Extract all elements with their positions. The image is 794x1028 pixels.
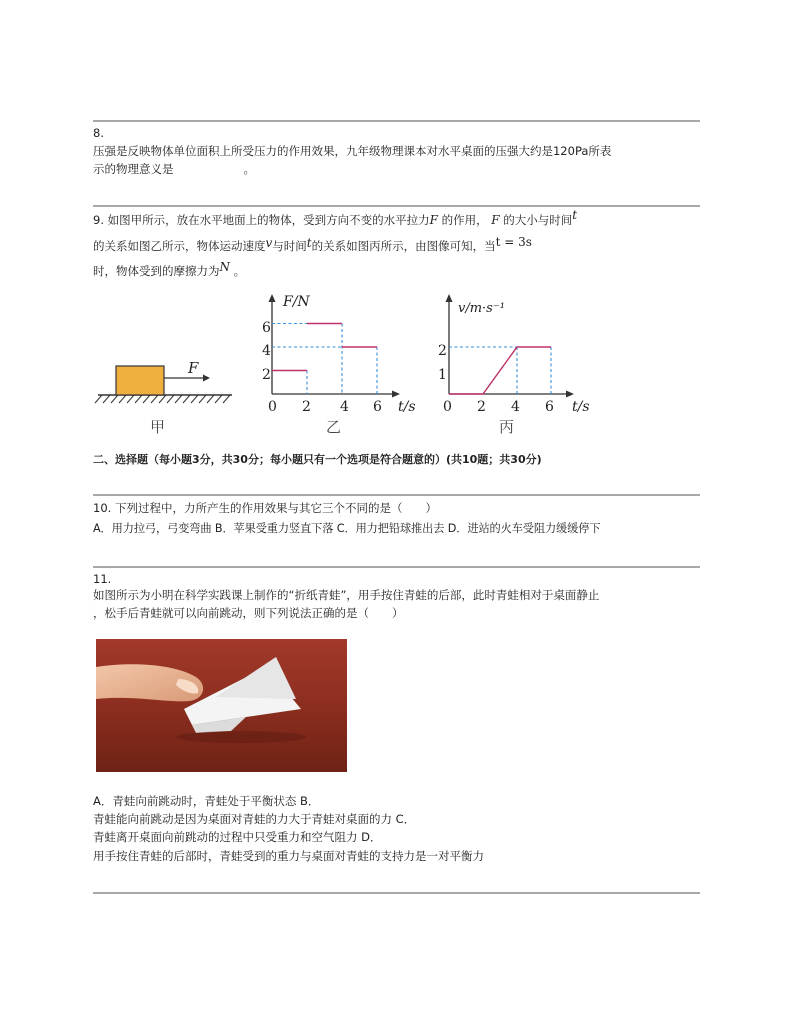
hatch-stroke (207, 395, 214, 403)
hatch-stroke (191, 395, 198, 403)
q8-line2: 示的物理意义是 。 (93, 162, 255, 176)
q11-opt3: 青蛙离开桌面向前跳动的过程中只受重力和空气阻力 D． (93, 830, 382, 844)
divider-top (93, 120, 700, 122)
hatch-stroke (95, 395, 102, 403)
caption-jia: 甲 (150, 418, 166, 436)
paper-frog-photo (96, 639, 347, 772)
force-arrowhead (203, 375, 210, 382)
bing-y-arrow (446, 294, 453, 302)
hatch-stroke (103, 395, 110, 403)
hatch-stroke (111, 395, 118, 403)
yi-x-arrow (392, 391, 400, 398)
divider-q10 (93, 494, 700, 496)
hatch-stroke (199, 395, 206, 403)
q10-stem: 10. 下列过程中，力所产生的作用效果与其它三个不同的是（ ） (93, 501, 437, 515)
q9-line2: 的关系如图乙所示，物体运动速度v与时间t的关系如图丙所示，由图像可知，当t = 3s (93, 235, 532, 253)
bing-ylabel: v/m·s⁻¹ (458, 301, 505, 316)
hatch-stroke (175, 395, 182, 403)
q9-line1: 9. 如图甲所示，放在水平地面上的物体，受到方向不变的水平拉力F 的作用， F 的大小与时间t (93, 208, 578, 227)
yi-y-arrow (269, 294, 276, 302)
yi-tick-x-6: 6 (373, 399, 382, 415)
bing-xlabel: t/s (572, 399, 590, 415)
hatch-stroke (135, 395, 142, 403)
yi-tick-x-0: 0 (268, 399, 277, 415)
hatch-stroke (167, 395, 174, 403)
bing-tick-x-6: 6 (545, 399, 554, 415)
yi-xlabel: t/s (398, 399, 416, 415)
block (116, 366, 164, 395)
chart-yi (262, 294, 416, 436)
q11-opt1: A．青蛙向前跳动时，青蛙处于平衡状态 B． (93, 794, 320, 808)
chart-bing (438, 294, 590, 436)
q10-options: A．用力拉弓，弓变弯曲 B．苹果受重力竖直下落 C．用力把铅球推出去 D．进站的火车受阻力缓缓停下 (93, 522, 601, 535)
hatch-stroke (127, 395, 134, 403)
divider-q9 (93, 205, 700, 207)
frog-shadow (176, 731, 306, 743)
bing-series-0 (449, 347, 551, 394)
yi-tick-y-4: 4 (262, 343, 271, 359)
q8-line1: 压强是反映物体单位面积上所受压力的作用效果，九年级物理课本对水平桌面的压强大约是120Pa所表 (93, 144, 612, 158)
yi-tick-x-2: 2 (302, 399, 311, 415)
yi-marks (272, 324, 377, 395)
bing-tick-y-1: 1 (438, 367, 447, 383)
hatch-stroke (159, 395, 166, 403)
bing-tick-x-2: 2 (477, 399, 486, 415)
force-label: F (188, 359, 199, 377)
caption-bing: 丙 (499, 418, 515, 436)
q11-stem1: 如图所示为小明在科学实践课上制作的“折纸青蛙”，用手按住青蛙的后部，此时青蛙相对于桌面静止 (93, 588, 600, 602)
ground-hatching (95, 395, 230, 403)
q11-opt4: 用手按住青蛙的后部时，青蛙受到的重力与桌面对青蛙的支持力是一对平衡力 (93, 849, 484, 863)
bing-tick-x-4: 4 (511, 399, 520, 415)
hatch-stroke (183, 395, 190, 403)
q11-stem2: ，松手后青蛙就可以向前跳动，则下列说法正确的是（ ） (93, 606, 404, 620)
divider-bottom (93, 892, 700, 894)
q11-opt2: 青蛙能向前跳动是因为桌面对青蛙的力大于青蛙对桌面的力 C． (93, 812, 416, 826)
yi-tick-y-6: 6 (262, 320, 271, 336)
caption-yi: 乙 (326, 418, 342, 436)
hatch-stroke (119, 395, 126, 403)
bing-tick-y-2: 2 (438, 343, 447, 359)
section2-heading: 二、选择题（每小题3分，共30分；每小题只有一个选项是符合题意的）(共10题；共30分) (93, 453, 542, 466)
bing-tick-x-0: 0 (443, 399, 452, 415)
q11-number: 11. (93, 572, 112, 586)
yi-tick-y-2: 2 (262, 367, 271, 383)
divider-q11 (93, 566, 700, 568)
q8-number: 8. (93, 126, 104, 140)
yi-ylabel: F/N (283, 294, 310, 310)
hatch-stroke (143, 395, 150, 403)
hatch-stroke (215, 395, 222, 403)
q9-line3: 时，物体受到的摩擦力为N 。 (93, 260, 246, 278)
bing-marks (449, 347, 551, 394)
yi-tick-x-4: 4 (340, 399, 349, 415)
hatch-stroke (223, 395, 230, 403)
q9-figures (0, 290, 794, 450)
hatch-stroke (151, 395, 158, 403)
bing-x-arrow (566, 391, 574, 398)
figure-jia (95, 359, 232, 436)
